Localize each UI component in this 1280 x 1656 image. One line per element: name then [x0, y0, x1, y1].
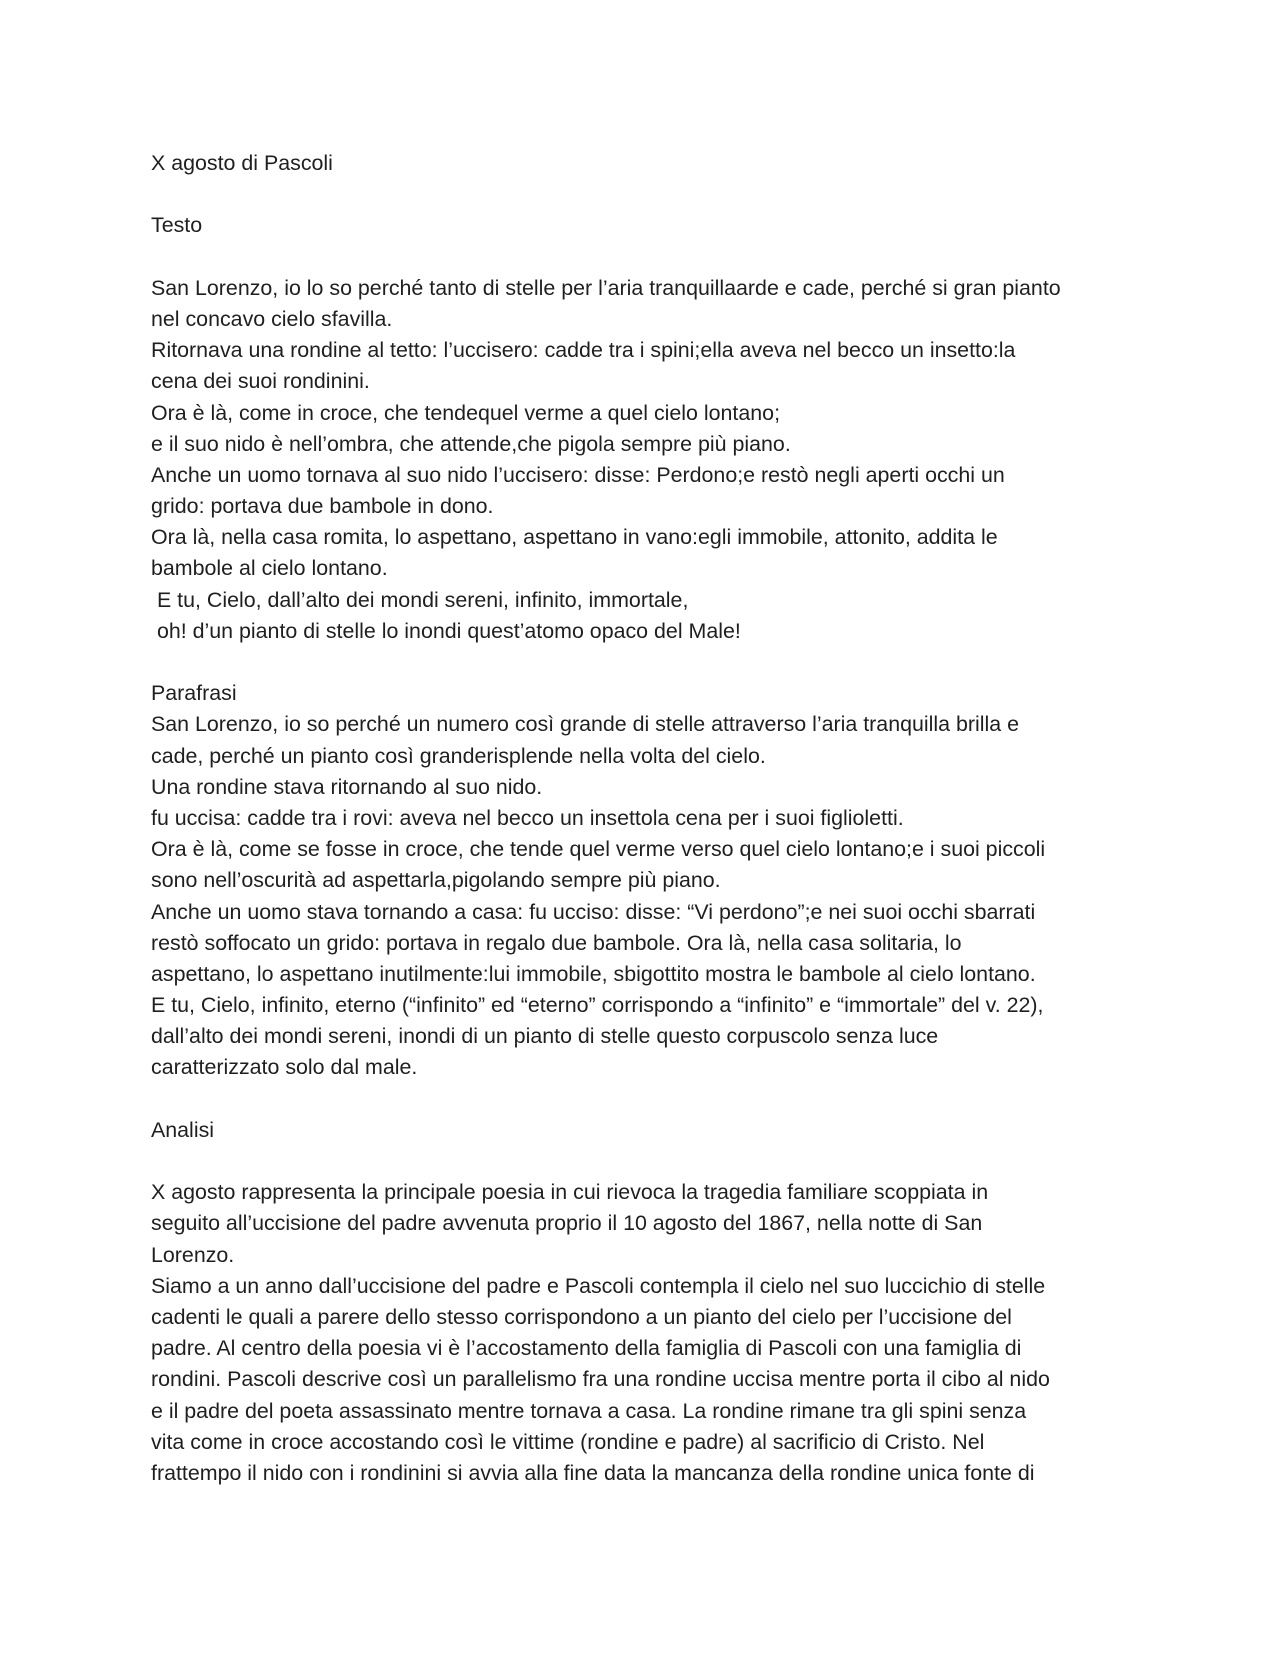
document-title: X agosto di Pascoli [151, 151, 333, 175]
section-heading-testo: Testo [151, 213, 203, 238]
text-line: Ora è là, come in croce, che tendequel verme a quel cielo lontano; [151, 400, 781, 425]
text-line: San Lorenzo, io lo so perché tanto di stelle per l’aria tranquillaarde e cade, perché si gran pianto [151, 275, 1061, 300]
text-line: nel concavo cielo sfavilla. [151, 306, 393, 331]
text-line: Ritornava una rondine al tetto: l’uccisero: cadde tra i spini;ella aveva nel becco un insetto:la [151, 338, 1016, 363]
analisi-body [151, 1177, 1141, 1489]
text-line: Una rondine stava ritornando al suo nido. [151, 774, 543, 799]
text-line: aspettano, lo aspettano inutilmente:lui immobile, sbigottito mostra le bambole al cielo lontano. [151, 961, 1036, 986]
text-line: Ora è là, come se fosse in croce, che tende quel verme verso quel cielo lontano;e i suoi piccoli [151, 837, 1046, 862]
text-line: cena dei suoi rondinini. [151, 369, 370, 394]
spacer [151, 1146, 1141, 1177]
text-line: bambole al cielo lontano. [151, 556, 388, 581]
spacer [151, 647, 1141, 678]
text-line: frattempo il nido con i rondinini si avvia alla fine data la mancanza della rondine unica fonte di [151, 1460, 1035, 1485]
text-line: fu uccisa: cadde tra i rovi: aveva nel becco un insettola cena per i suoi figlioletti. [151, 805, 904, 830]
text-line: E tu, Cielo, infinito, eterno (“infinito” ed “eterno” corrispondo a “infinito” e “immortale” del v. 22), [151, 993, 1044, 1018]
spacer [151, 1084, 1141, 1115]
text-line: cade, perché un pianto così granderisplende nella volta del cielo. [151, 743, 766, 768]
parafrasi-body [151, 709, 1141, 1083]
text-line: vita come in croce accostando così le vittime (rondine e padre) al sacrificio di Cristo. Nel [151, 1429, 985, 1454]
text-line: seguito all’uccisione del padre avvenuta proprio il 10 agosto del 1867, nella notte di San [151, 1211, 983, 1236]
text-line: X agosto rappresenta la principale poesia in cui rievoca la tragedia familiare scoppiata in [151, 1180, 989, 1205]
section-heading-parafrasi: Parafrasi [151, 681, 237, 706]
text-line: Anche un uomo tornava al suo nido l’uccisero: disse: Perdono;e restò negli aperti occhi un [151, 462, 1005, 487]
text-line: restò soffocato un grido: portava in regalo due bambole. Ora là, nella casa solitaria, lo [151, 930, 962, 955]
text-line: Siamo a un anno dall’uccisione del padre e Pascoli contempla il cielo nel suo luccichio di stelle [151, 1273, 1046, 1298]
text-line: rondini. Pascoli descrive così un parallelismo fra una rondine uccisa mentre porta il cibo al nido [151, 1367, 1050, 1392]
text-line: Lorenzo. [151, 1242, 235, 1267]
testo-body [151, 273, 1141, 647]
text-line: E tu, Cielo, dall’alto dei mondi sereni, infinito, immortale, [151, 587, 689, 612]
text-line: grido: portava due bambole in dono. [151, 494, 494, 519]
text-line: Anche un uomo stava tornando a casa: fu ucciso: disse: “Vi perdono”;e nei suoi occhi sbarrati [151, 899, 1036, 924]
document-body [151, 148, 1141, 1489]
text-line: padre. Al centro della poesia vi è l’accostamento della famiglia di Pascoli con una famiglia di [151, 1336, 1022, 1361]
text-line: Ora là, nella casa romita, lo aspettano, aspettano in vano:egli immobile, attonito, addita le [151, 525, 998, 550]
text-line: San Lorenzo, io so perché un numero così grande di stelle attraverso l’aria tranquilla brilla e [151, 712, 1019, 737]
spacer [151, 242, 1141, 273]
section-heading-analisi: Analisi [151, 1117, 215, 1142]
text-line: caratterizzato solo dal male. [151, 1055, 418, 1080]
text-line: e il suo nido è nell’ombra, che attende,che pigola sempre più piano. [151, 431, 791, 456]
text-line: oh! d’un pianto di stelle lo inondi quest’atomo opaco del Male! [151, 618, 741, 643]
text-line: dall’alto dei mondi sereni, inondi di un pianto di stelle questo corpuscolo senza luce [151, 1024, 939, 1049]
text-line: sono nell’oscurità ad aspettarla,pigolando sempre più piano. [151, 868, 721, 893]
spacer [151, 179, 1141, 210]
text-line: e il padre del poeta assassinato mentre tornava a casa. La rondine rimane tra gli spini senza [151, 1398, 1027, 1423]
text-line: cadenti le quali a parere dello stesso corrispondono a un pianto del cielo per l’uccisione del [151, 1304, 1012, 1329]
